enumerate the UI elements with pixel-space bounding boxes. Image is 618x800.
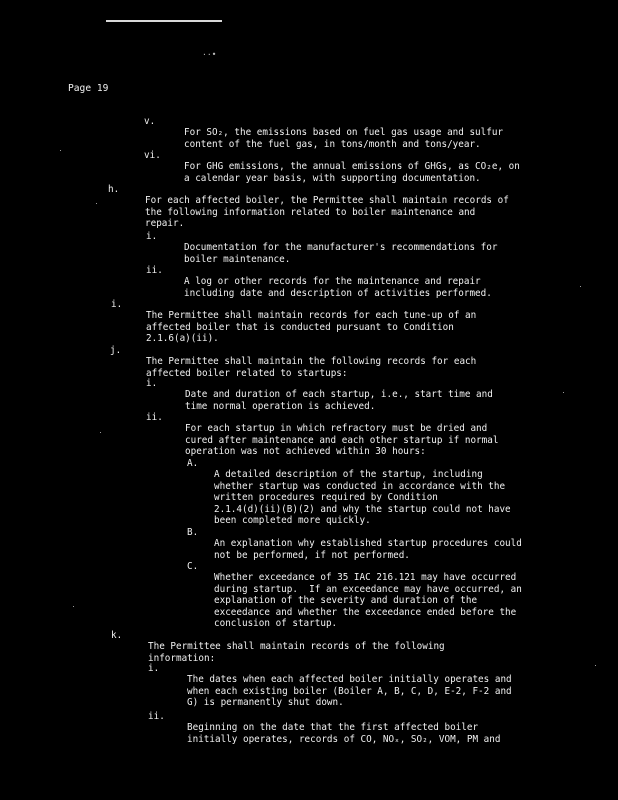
scan-speck bbox=[595, 665, 596, 666]
item-text: For each affected boiler, the Permittee shall maintain records of the following information related to boiler maintenance and repair. bbox=[145, 195, 509, 230]
item-marker: i. bbox=[146, 378, 158, 389]
scan-speck bbox=[563, 392, 564, 393]
item-text: Whether exceedance of 35 IAC 216.121 may have occurred during startup. If an exceedance may have occurred, an explanation of the severity and duration of the exceedance and whether the exceedance ended before the conclusion of startup. bbox=[214, 572, 522, 630]
item-text: The Permittee shall maintain records for each tune-up of an affected boiler that is conducted pursuant to Condition 2.1.6(a)(ii). bbox=[146, 310, 477, 345]
scan-speck bbox=[60, 150, 61, 151]
scan-artifact-mark: ··• bbox=[202, 50, 217, 59]
item-marker: i. bbox=[148, 663, 160, 674]
item-text: A detailed description of the startup, including whether startup was conducted in accordance with the written procedures required by Condition 2.1.4(d)(ii)(B)(2) and why the startup could not have been completed more quickly. bbox=[214, 469, 511, 527]
item-text: For SO₂, the emissions based on fuel gas usage and sulfur content of the fuel gas, in tons/month and tons/year. bbox=[184, 127, 504, 150]
item-marker: ii. bbox=[146, 265, 163, 276]
item-text: An explanation why established startup procedures could not be performed, if not performed. bbox=[214, 538, 522, 561]
scan-speck bbox=[96, 203, 97, 204]
scan-speck bbox=[73, 606, 74, 607]
page-number: Page 19 bbox=[68, 83, 109, 94]
item-marker: ii. bbox=[148, 711, 165, 722]
item-marker: i. bbox=[146, 231, 158, 242]
item-text: Documentation for the manufacturer's recommendations for boiler maintenance. bbox=[184, 242, 498, 265]
item-marker: v. bbox=[144, 116, 156, 127]
item-marker: h. bbox=[108, 184, 120, 195]
item-marker: k. bbox=[111, 630, 123, 641]
item-text: For GHG emissions, the annual emissions of GHGs, as CO₂e, on a calendar year basis, with supporting documentation. bbox=[184, 161, 520, 184]
item-marker: vi. bbox=[144, 150, 161, 161]
item-text: Beginning on the date that the first affected boiler initially operates, records of CO, NOₓ, SO₂, VOM, PM and bbox=[187, 722, 501, 745]
scan-speck bbox=[580, 286, 581, 287]
item-marker: i. bbox=[111, 299, 123, 310]
item-marker: A. bbox=[187, 458, 199, 469]
item-text: The Permittee shall maintain the following records for each affected boiler related to startups: bbox=[146, 356, 477, 379]
item-marker: j. bbox=[110, 345, 122, 356]
item-text: The dates when each affected boiler initially operates and when each existing boiler (Boiler A, B, C, D, E-2, F-2 and G) is permanently shut down. bbox=[187, 674, 512, 709]
scan-speck bbox=[100, 432, 101, 433]
item-marker: C. bbox=[187, 561, 199, 572]
item-text: Date and duration of each startup, i.e., start time and time normal operation is achieved. bbox=[185, 389, 493, 412]
item-text: For each startup in which refractory must be dried and cured after maintenance and each other startup if normal operation was not achieved within 30 hours: bbox=[185, 423, 499, 458]
item-text: The Permittee shall maintain records of the following information: bbox=[148, 641, 445, 664]
scan-artifact-line bbox=[106, 20, 222, 22]
item-text: A log or other records for the maintenance and repair including date and description of activities performed. bbox=[184, 276, 492, 299]
item-marker: B. bbox=[187, 527, 199, 538]
item-marker: ii. bbox=[146, 412, 163, 423]
